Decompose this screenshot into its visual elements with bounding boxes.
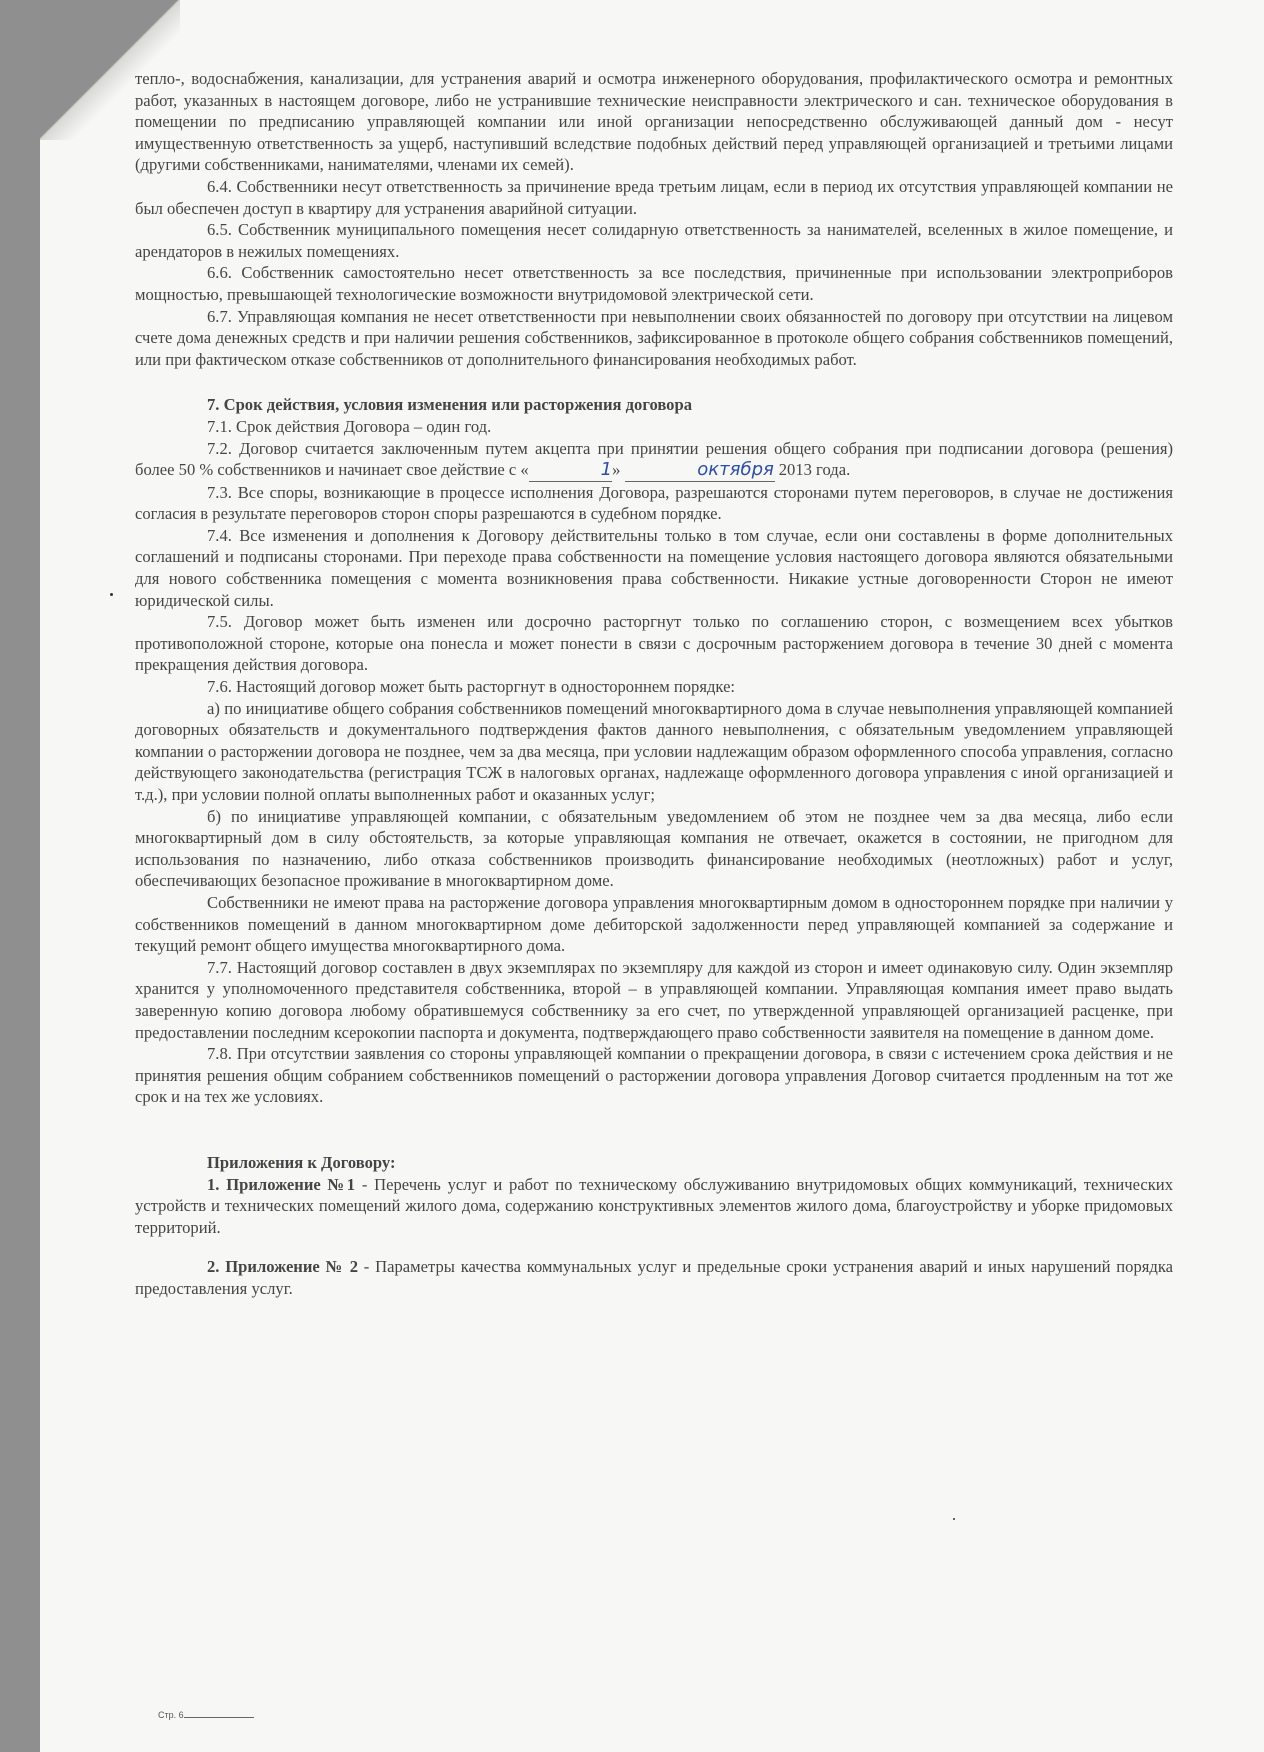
appendix-1-text: - Перечень услуг и работ по техническому обслуживанию внутридомовых общих коммуникаций, технических устройств и технических помещений жилого дома, содержанию конструктивных элементов жилого дома, благоустройству и уборке придомовых территорий. — [135, 1174, 1173, 1237]
clause-7-8: 7.8. При отсутствии заявления со стороны управляющей компании о прекращении договора, в связи с истечением срока действия и не принятия решения общим собранием собственников помещений о расторжении договора управления Договор считается продленным на тот же срок и на тех же условиях. — [135, 1044, 1173, 1107]
handwritten-day: 1 — [529, 459, 612, 482]
clause-7-7: 7.7. Настоящий договор составлен в двух экземплярах по экземпляру для каждой из сторон и имеет одинаковую силу. Один экземпляр хранится у уполномоченного представителя собственника, второй – в управляющей компании. Управляющая компания имеет право выдать заверенную копию договора любому обратившемуся собственнику за его счет, по утвержденной управляющей организацией расценке, при предоставлении последним ксерокопии паспорта и документа, подтверждающего право собственности заявителя на помещение в данном доме. — [135, 957, 1173, 1042]
clause-6-4: 6.4. Собственники несут ответственность за причинение вреда третьим лицам, если в период их отсутствия управляющей компании не был обеспечен доступ в квартиру для устранения аварийной ситуации. — [135, 176, 1173, 218]
appendices-heading: Приложения к Договору: — [207, 1152, 396, 1172]
appendix-2-label: 2. Приложение № 2 — [207, 1257, 359, 1277]
document-page — [40, 0, 1264, 1752]
clause-6-6: 6.6. Собственник самостоятельно несет ответственность за все последствия, причиненные при использовании электроприборов мощностью, превышающей технологические возможности внутридомовой электрической сети. — [135, 263, 1173, 304]
scan-speck — [953, 1518, 955, 1520]
clause-7-2-text: 7.2. Договор считается заключенным путем акцепта при принятии решения общего собрания при подписании договора (решения) более 50 % собственников и начинает свое действие с « — [135, 438, 1173, 480]
clause-7-3: 7.3. Все споры, возникающие в процессе исполнения Договора, разрешаются сторонами путем переговоров, в случае не достижения согласия в результате переговоров сторон споры разрешаются в судебном порядке. — [135, 482, 1173, 524]
handwritten-month: октября — [625, 459, 775, 482]
clause-7-6-a: а) по инициативе общего собрания собственников помещений многоквартирного дома в случае невыполнения управляющей компанией договорных обязательств и документального подтверждения фактов данного невыполнения, с обязательным уведомлением управляющей компании о расторжении договора не позднее, чем за два месяца, при условии надлежащим образом оформленного способа управления, согласно действующего законодательства (регистрация ТСЖ в налоговых органах, надлежаще оформленного договора управления с иной организацией и т.д.), при условии полной оплаты выполненных работ и оказанных услуг; — [135, 698, 1173, 804]
appendix-1-label: 1. Приложение №1 — [207, 1174, 356, 1194]
page-footer — [158, 1710, 254, 1720]
scan-speck — [110, 593, 113, 596]
clause-7-2 — [135, 438, 1173, 482]
page-number-line — [184, 1717, 254, 1718]
clause-7-4: 7.4. Все изменения и дополнения к Договору действительны только в том случае, если они составлены в форме дополнительных соглашений и подписаны сторонами. При переходе права собственности на помещение условия настоящего договора являются обязательными для нового собственника помещения с момента возникновения права собственности. Никакие устные договоренности Сторон не имеют юридической силы. — [135, 525, 1173, 610]
quote-close: » — [612, 460, 621, 480]
clause-7-6-note: Собственники не имеют права на расторжение договора управления многоквартирным домом в одностороннем порядке при наличии у собственников помещений в данном многоквартирном доме дебиторской задолженности перед управляющей компанией за содержание и текущий ремонт общего имущества многоквартирного дома. — [135, 892, 1173, 956]
clause-7-5: 7.5. Договор может быть изменен или досрочно расторгнут только по соглашению сторон, с возмещением всех убытков противоположной стороне, которые она понесла и может понести в связи с досрочным расторжением договора в течение 30 дней с момента прекращения действия договора. — [135, 612, 1173, 675]
clause-7-6-b: б) по инициативе управляющей компании, с обязательным уведомлением об этом не позднее чем за два месяца, либо если многоквартирный дом в силу обстоятельств, за которые управляющая компания не отвечает, окажется в состоянии, не пригодном для использования по назначению, либо отказа собственников производить финансирование необходимых (неотложных) работ и услуг, обеспечивающих безопасное проживание в многоквартирном доме. — [135, 806, 1173, 891]
appendix-1 — [135, 1174, 1173, 1239]
clause-7-1: 7.1. Срок действия Договора – один год. — [207, 416, 492, 436]
page-number: Стр. 6 — [158, 1710, 184, 1720]
appendix-2-text: - Параметры качества коммунальных услуг и предельные сроки устранения аварий и иных нарушений порядка предоставления услуг. — [135, 1257, 1173, 1298]
clause-7-6: 7.6. Настоящий договор может быть расторгнут в одностороннем порядке: — [207, 677, 736, 697]
appendix-2 — [135, 1256, 1173, 1299]
clause-6-7: 6.7. Управляющая компания не несет ответственности при невыполнении своих обязанностей по договору при отсутствии на лицевом счете дома денежных средств и при наличии решения собственников, зафиксированное в протоколе общего собрания собственников помещений, или при фактическом отказе собственников от дополнительного финансирования необходимых работ. — [135, 306, 1173, 369]
section-7-heading: 7. Срок действия, условия изменения или расторжения договора — [207, 395, 692, 415]
clause-6-5: 6.5. Собственник муниципального помещения несет солидарную ответственность за нанимателей, вселенных в жилое помещение, и арендаторов в нежилых помещениях. — [135, 220, 1173, 261]
clause-7-2-year: 2013 года. — [778, 460, 851, 480]
document-body — [135, 68, 1173, 1299]
paragraph-continuation: тепло-, водоснабжения, канализации, для устранения аварий и осмотра инженерного оборудования, профилактического осмотра и ремонтных работ, указанных в настоящем договоре, либо не устранившие технические неисправности электрического и сан. техническое оборудования в помещении по предписанию управляющей компании или иной организации непосредственно обслуживающей данный дом - несут имущественную ответственность за ущерб, наступивший вследствие подобных действий перед управляющей организацией и третьими лицами (другими собственниками, нанимателями, членами их семей). — [135, 69, 1173, 175]
